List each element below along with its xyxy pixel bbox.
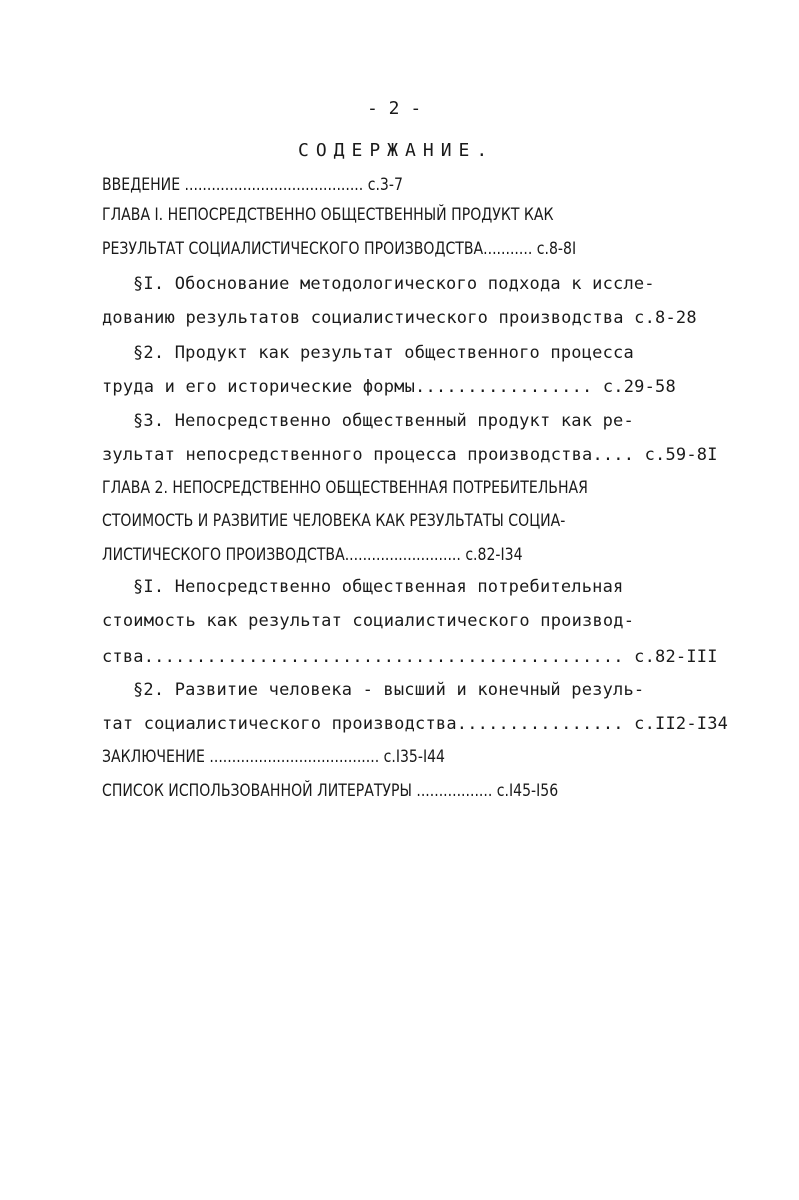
toc-line: §3. Непосредственно общественный продукт как ре-: [133, 411, 634, 431]
toc-line: §I. Обоснование методологического подхода к иссле-: [133, 274, 655, 294]
toc-line: ГЛАВА I. НЕПОСРЕДСТВЕННО ОБЩЕСТВЕННЫЙ ПРОДУКТ КАК: [102, 205, 554, 225]
toc-line: труда и его исторические формы................. с.29-58: [102, 377, 676, 397]
toc-line: СПИСОК ИСПОЛЬЗОВАННОЙ ЛИТЕРАТУРЫ ................. с.I45-I56: [102, 781, 559, 801]
toc-line: РЕЗУЛЬТАТ СОЦИАЛИСТИЧЕСКОГО ПРОИЗВОДСТВА........... с.8-8I: [102, 239, 577, 259]
toc-line: ЛИСТИЧЕСКОГО ПРОИЗВОДСТВА.......................... с.82-I34: [102, 545, 523, 565]
toc-line: дованию результатов социалистического производства с.8-28: [102, 308, 697, 328]
toc-line: тат социалистического производства................ с.II2-I34: [102, 714, 729, 734]
toc-line: стоимость как результат социалистического производ-: [102, 611, 635, 631]
toc-line: ВВЕДЕНИЕ ........................................ с.3-7: [102, 175, 403, 195]
toc-line: §2. Продукт как результат общественного процесса: [133, 343, 634, 363]
toc-line: ЗАКЛЮЧЕНИЕ ...................................... с.I35-I44: [102, 747, 446, 767]
toc-line: СТОИМОСТЬ И РАЗВИТИЕ ЧЕЛОВЕКА КАК РЕЗУЛЬТАТЫ СОЦИА-: [102, 511, 566, 531]
toc-line: ГЛАВА 2. НЕПОСРЕДСТВЕННО ОБЩЕСТВЕННАЯ ПОТРЕБИТЕЛЬНАЯ: [102, 478, 588, 498]
toc-line: §I. Непосредственно общественная потребительная: [133, 577, 624, 597]
toc-line: ства.............................................. с.82-III: [102, 647, 718, 667]
toc-line: зультат непосредственного процесса производства.... с.59-8I: [102, 445, 718, 465]
page-title: СОДЕРЖАНИЕ.: [298, 140, 495, 161]
toc-line: §2. Развитие человека - высший и конечный резуль-: [133, 680, 645, 700]
page-number: - 2 -: [367, 98, 422, 119]
